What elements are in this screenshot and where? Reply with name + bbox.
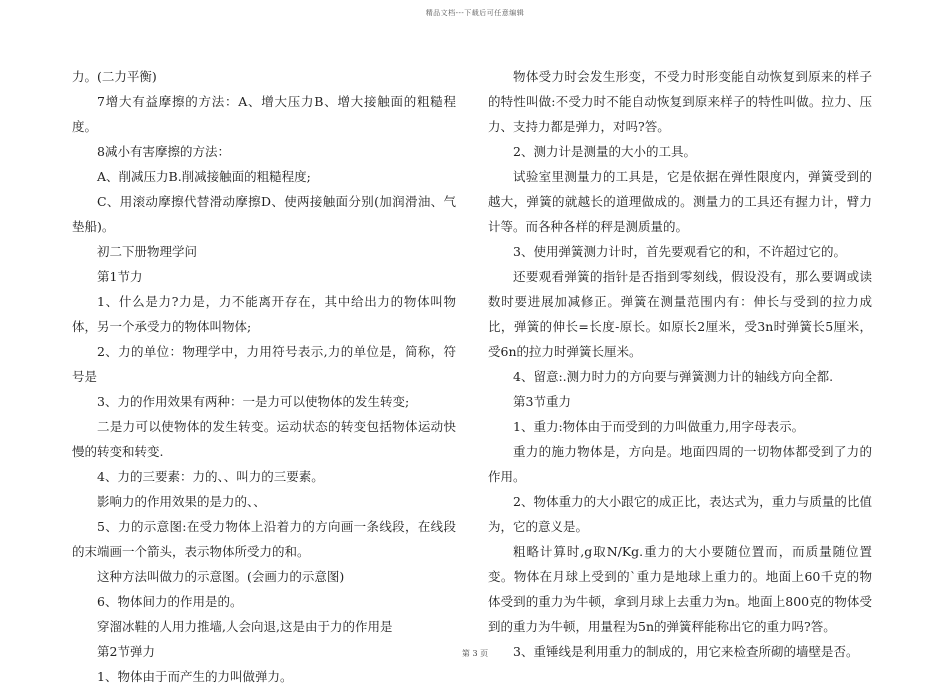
paragraph: 4、力的三要素：力的、、叫力的三要素。 — [97, 469, 324, 484]
paragraph: 这种方法叫做力的示意图。(会画力的示意图) — [97, 569, 345, 584]
paragraph: 第2节弹力 — [97, 644, 155, 659]
paragraph: 6、物体间力的作用是的。 — [97, 594, 243, 609]
paragraph: 1、重力:物体由于而受到的力叫做重力,用字母表示。 — [513, 419, 805, 434]
paragraph: 第1节力 — [97, 269, 143, 284]
paragraph: 2、测力计是测量的大小的工具。 — [513, 144, 696, 159]
right-column — [488, 64, 872, 664]
paragraph: 穿溜冰鞋的人用力推墙,人会向退,这是由于力的作用是 — [97, 619, 393, 634]
paragraph: 2、物体重力的大小跟它的成正比，表达式为，重力与质量的比值为，它的意义是。 — [488, 494, 872, 534]
paragraph: A、削减压力B.削减接触面的粗糙程度; — [97, 169, 311, 184]
left-column — [72, 64, 456, 689]
paragraph: 物体受力时会发生形变，不受力时形变能自动恢复到原来的样子的特性叫做:不受力时不能自动恢复到原来样子的特性叫做。拉力、压力、支持力都是弹力，对吗?答。 — [488, 69, 872, 134]
paragraph: 3、使用弹簧测力计时，首先要观看它的和，不许超过它的。 — [513, 244, 846, 259]
paragraph: C、用滚动摩擦代替滑动摩擦D、使两接触面分别(加润滑油、气垫船)。 — [72, 194, 456, 234]
page-number: 第 3 页 — [461, 649, 489, 658]
paragraph: 2、力的单位：物理学中，力用符号表示,力的单位是，简称，符号是 — [72, 344, 456, 384]
paragraph: 3、力的作用效果有两种：一是力可以使物体的发生转变; — [97, 394, 410, 409]
paragraph: 力。(二力平衡) — [72, 69, 157, 84]
paragraph: 二是力可以使物体的发生转变。运动状态的转变包括物体运动快慢的转变和转变. — [72, 419, 456, 459]
paragraph: 还要观看弹簧的指针是否指到零刻线，假设没有，那么要调或读数时要进展加减修正。弹簧在测量范围内有：伸长与受到的拉力成比，弹簧的伸长=长度-原长。如原长2厘米，受3n时弹簧长5厘米，受6n的拉力时弹簧长厘米。 — [488, 269, 872, 359]
paragraph: 粗略计算时,g取N/Kg.重力的大小要随位置而，而质量随位置变。物体在月球上受到的`重力是地球上重力的。地面上60千克的物体受到的重力为牛顿，拿到月球上去重力为n。地面上800克的物体受到的重力为牛顿，用量程为5n的弹簧秤能称出它的重力吗?答。 — [488, 544, 872, 634]
paragraph: 4、留意:.测力时力的方向要与弹簧测力计的轴线方向全都. — [513, 369, 834, 384]
paragraph: 3、重锤线是利用重力的制成的，用它来检查所砌的墙壁是否。 — [513, 644, 859, 659]
paragraph: 5、力的示意图:在受力物体上沿着力的方向画一条线段，在线段的末端画一个箭头，表示物体所受力的和。 — [72, 519, 456, 559]
paragraph: 7增大有益摩擦的方法：A、增大压力B、增大接触面的粗糙程度。 — [72, 94, 456, 134]
paragraph: 试验室里测量力的工具是，它是依据在弹性限度内，弹簧受到的越大，弹簧的就越长的道理做成的。测量力的工具还有握力计，臂力计等。而各种各样的秤是测质量的。 — [488, 169, 872, 234]
paragraph: 第3节重力 — [513, 394, 571, 409]
paragraph: 初二下册物理学问 — [97, 244, 198, 259]
paragraph: 1、物体由于而产生的力叫做弹力。 — [97, 669, 293, 684]
page-header: 精品文档---下载后可任意编辑 — [425, 9, 525, 17]
paragraph: 影响力的作用效果的是力的、、 — [97, 494, 266, 509]
paragraph: 8减小有害摩擦的方法： — [97, 144, 230, 159]
paragraph: 重力的施力物体是，方向是。地面四周的一切物体都受到了力的作用。 — [488, 444, 872, 484]
paragraph: 1、什么是力?力是，力不能离开存在，其中给出力的物体叫物体，另一个承受力的物体叫物体; — [72, 294, 456, 334]
